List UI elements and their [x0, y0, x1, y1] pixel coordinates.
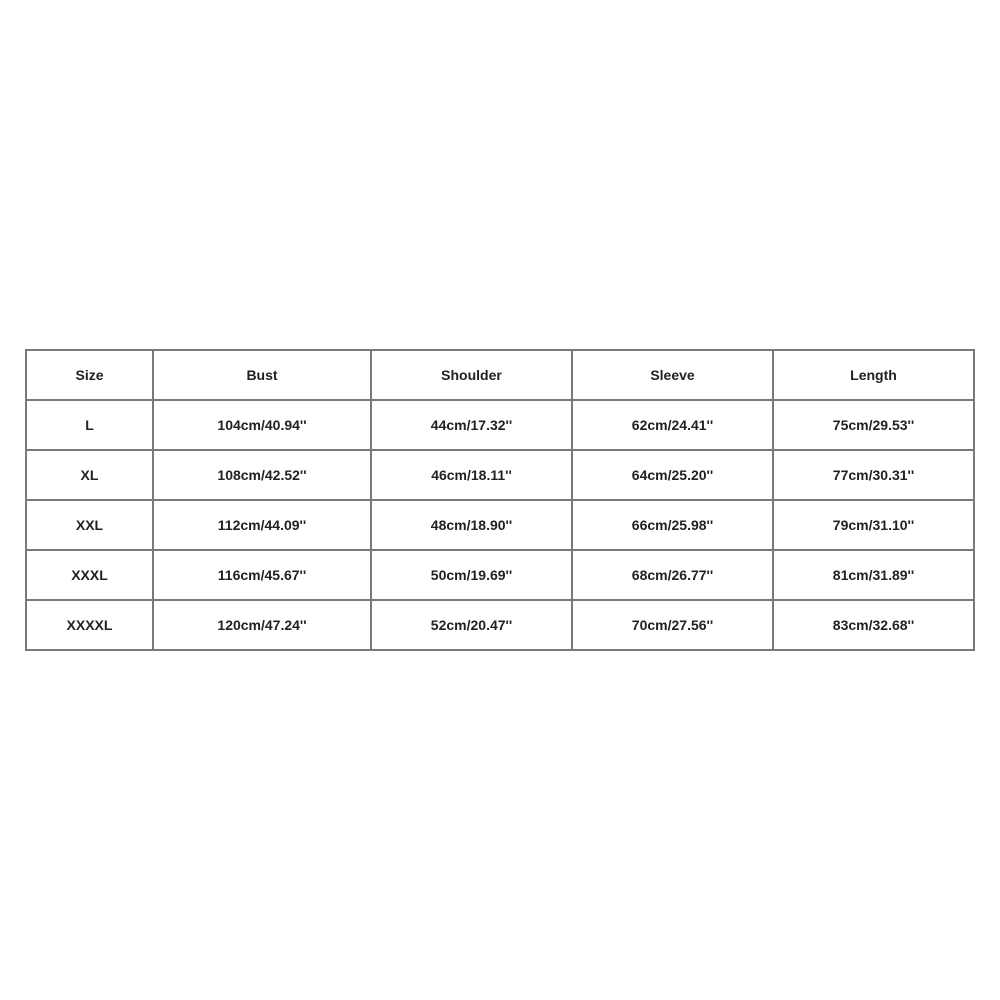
header-shoulder: Shoulder	[371, 350, 572, 400]
cell-sleeve: 70cm/27.56''	[572, 600, 773, 650]
cell-size: XL	[26, 450, 153, 500]
cell-length: 75cm/29.53''	[773, 400, 974, 450]
cell-size: XXXL	[26, 550, 153, 600]
cell-shoulder: 52cm/20.47''	[371, 600, 572, 650]
cell-size: XXXXL	[26, 600, 153, 650]
header-sleeve: Sleeve	[572, 350, 773, 400]
cell-sleeve: 64cm/25.20''	[572, 450, 773, 500]
cell-shoulder: 46cm/18.11''	[371, 450, 572, 500]
header-row	[26, 350, 974, 400]
cell-shoulder: 48cm/18.90''	[371, 500, 572, 550]
cell-size: XXL	[26, 500, 153, 550]
cell-length: 79cm/31.10''	[773, 500, 974, 550]
header-bust: Bust	[153, 350, 371, 400]
cell-sleeve: 66cm/25.98''	[572, 500, 773, 550]
cell-length: 81cm/31.89''	[773, 550, 974, 600]
table-row	[26, 500, 974, 550]
table-row	[26, 550, 974, 600]
cell-bust: 120cm/47.24''	[153, 600, 371, 650]
table-row	[26, 400, 974, 450]
cell-bust: 116cm/45.67''	[153, 550, 371, 600]
cell-shoulder: 50cm/19.69''	[371, 550, 572, 600]
size-chart-table	[25, 349, 975, 651]
cell-bust: 112cm/44.09''	[153, 500, 371, 550]
header-length: Length	[773, 350, 974, 400]
cell-bust: 108cm/42.52''	[153, 450, 371, 500]
cell-bust: 104cm/40.94''	[153, 400, 371, 450]
header-size: Size	[26, 350, 153, 400]
table-row	[26, 450, 974, 500]
cell-size: L	[26, 400, 153, 450]
cell-sleeve: 68cm/26.77''	[572, 550, 773, 600]
cell-length: 83cm/32.68''	[773, 600, 974, 650]
cell-shoulder: 44cm/17.32''	[371, 400, 572, 450]
cell-length: 77cm/30.31''	[773, 450, 974, 500]
table-row	[26, 600, 974, 650]
cell-sleeve: 62cm/24.41''	[572, 400, 773, 450]
